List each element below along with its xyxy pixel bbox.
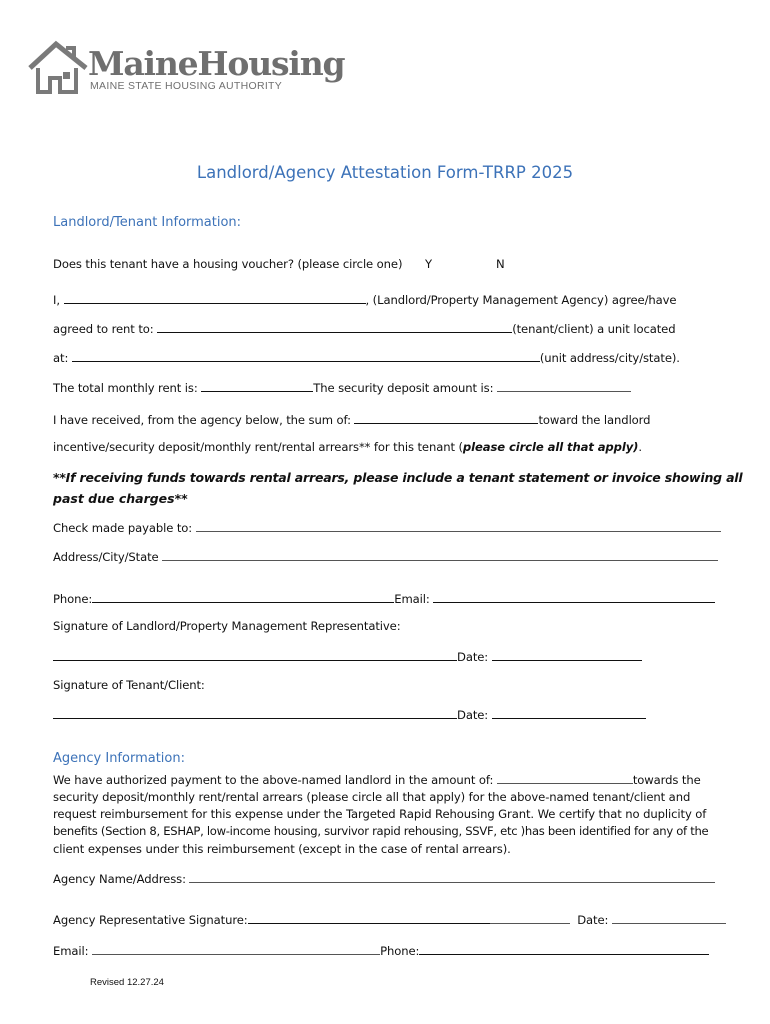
landlord-agree-line [53, 292, 676, 307]
monthly-rent-label: The total monthly rent is: [53, 381, 198, 395]
agency-email-field[interactable] [92, 943, 380, 955]
rent-deposit-line [53, 380, 631, 395]
received-sum-prefix: I have received, from the agency below, the sum of: [53, 413, 351, 427]
unit-address-prefix: at: [53, 351, 69, 365]
agency-sig-label: Agency Representative Signature: [53, 913, 248, 927]
unit-address-field[interactable] [72, 350, 540, 362]
unit-address-suffix: (unit address/city/state). [539, 351, 680, 365]
incentive-end: . [638, 440, 642, 454]
voucher-yes-option[interactable]: Y [425, 257, 432, 271]
sig-tenant-field[interactable] [53, 707, 457, 719]
phone-email-line [53, 591, 715, 606]
agency-sig-line [53, 912, 726, 927]
sig-landlord-label: Signature of Landlord/Property Management Representative: [53, 619, 401, 633]
sig-tenant-label: Signature of Tenant/Client: [53, 678, 205, 692]
voucher-question: Does this tenant have a housing voucher? (please circle one) [53, 257, 403, 271]
rent-to-prefix: agreed to rent to: [53, 322, 154, 336]
agency-phone-field[interactable] [419, 943, 709, 955]
agency-paragraph-5: client expenses under this reimbursement (except in the case of rental arrears). [53, 842, 511, 856]
agency-contact-line [53, 943, 709, 958]
house-logo-icon [26, 38, 90, 96]
agency-email-label: Email: [53, 944, 89, 958]
agency-paragraph-4: benefits (Section 8, ESHAP, low-income housing, survivor rapid rehousing, SSVF, etc )has been identified for any of the [53, 824, 709, 838]
address-label: Address/City/State [53, 550, 159, 564]
received-sum-suffix: toward the landlord [538, 413, 651, 427]
agency-amount-field[interactable] [497, 772, 633, 784]
section-heading-landlord-tenant: Landlord/Tenant Information: [53, 215, 242, 230]
revised-date: Revised 12.27.24 [90, 977, 164, 988]
agency-amount-suffix: towards the [632, 773, 701, 787]
agency-phone-label: Phone: [380, 944, 420, 958]
tenant-name-field[interactable] [157, 321, 512, 333]
received-sum-line [53, 412, 650, 427]
security-deposit-field[interactable] [497, 380, 631, 392]
rent-to-line [53, 321, 675, 336]
landlord-agree-prefix: I, [53, 293, 60, 307]
incentive-text: incentive/security deposit/monthly rent/rental arrears** for this tenant ( [53, 440, 463, 454]
security-deposit-label: The security deposit amount is: [313, 381, 494, 395]
voucher-no-option[interactable]: N [496, 257, 505, 271]
received-sum-field[interactable] [354, 412, 538, 424]
incentive-bold: please circle all that apply) [462, 440, 639, 454]
sig-landlord-line [53, 649, 642, 664]
logo-tagline: MAINE STATE HOUSING AUTHORITY [90, 80, 283, 92]
agency-name-label: Agency Name/Address: [53, 872, 186, 886]
email-field[interactable] [433, 591, 715, 603]
logo-name: MaineHousing [88, 44, 345, 83]
check-payable-label: Check made payable to: [53, 521, 193, 535]
logo [26, 38, 345, 96]
phone-field[interactable] [92, 591, 394, 603]
email-label: Email: [394, 592, 430, 606]
agency-paragraph-3: request reimbursement for this expense under the Targeted Rapid Rehousing Grant. We certify that no duplicity of [53, 807, 707, 821]
phone-label: Phone: [53, 592, 93, 606]
section-heading-agency: Agency Information: [53, 751, 185, 766]
sig-landlord-date-field[interactable] [492, 649, 642, 661]
check-payable-field[interactable] [196, 520, 721, 532]
sig-tenant-date-label: Date: [457, 708, 489, 722]
monthly-rent-field[interactable] [201, 380, 313, 392]
agency-sig-field-ext[interactable] [490, 912, 570, 924]
agency-sig-field[interactable] [248, 912, 490, 924]
sig-landlord-field[interactable] [53, 649, 457, 661]
landlord-agree-suffix: , (Landlord/Property Management Agency) agree/have [365, 293, 677, 307]
agency-name-line [53, 871, 715, 886]
sig-tenant-date-field[interactable] [492, 707, 646, 719]
address-line [53, 549, 718, 564]
agency-date-field[interactable] [612, 912, 726, 924]
agency-date-label: Date: [577, 913, 609, 927]
agency-paragraph-2: security deposit/monthly rent/rental arrears (please circle all that apply) for the above-named tenant/client and [53, 790, 691, 804]
arrears-note-line-1: **If receiving funds towards rental arrears, please include a tenant statement or invoice showing all [53, 470, 743, 485]
arrears-note-line-2: past due charges** [53, 491, 188, 506]
agency-amount-prefix: We have authorized payment to the above-named landlord in the amount of: [53, 773, 494, 787]
check-payable-line [53, 520, 721, 535]
sig-tenant-line [53, 707, 646, 722]
agency-name-field[interactable] [189, 871, 715, 883]
landlord-name-field[interactable] [64, 292, 366, 304]
page-title: Landlord/Agency Attestation Form-TRRP 2025 [196, 163, 574, 182]
rent-to-suffix: (tenant/client) a unit located [512, 322, 676, 336]
address-field[interactable] [162, 549, 718, 561]
agency-paragraph-1 [53, 772, 701, 787]
unit-address-line [53, 350, 680, 365]
sig-landlord-date-label: Date: [457, 650, 489, 664]
incentive-line [53, 440, 642, 454]
